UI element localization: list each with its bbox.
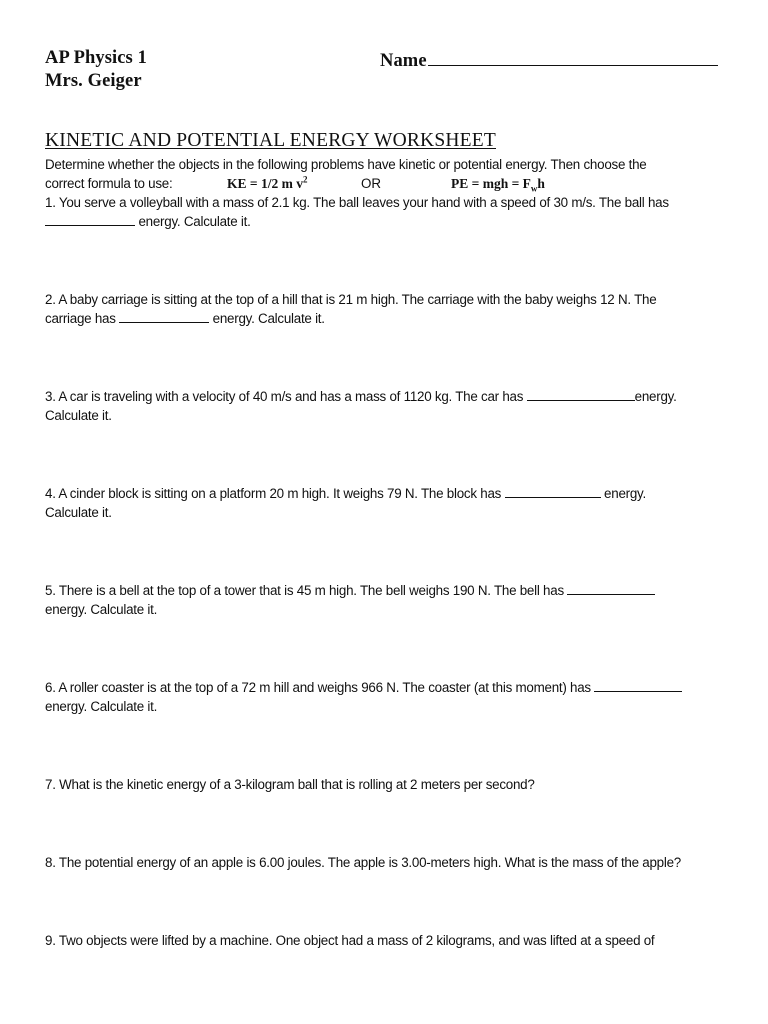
problem-6-line-1-pre: 6. A roller coaster is at the top of a 72 m hill and weighs 966 N. The coaster (at this moment) has bbox=[45, 680, 595, 695]
problem-2-line-2-post: energy. Calculate it. bbox=[209, 311, 325, 326]
problem-3-answer-blank[interactable] bbox=[527, 387, 635, 401]
problem-6-line-1 bbox=[45, 678, 682, 697]
problem-5-line-1 bbox=[45, 581, 655, 600]
problem-3-line-1-post: energy. bbox=[634, 389, 677, 404]
problem-4-line-1-pre: 4. A cinder block is sitting on a platform 20 m high. It weighs 79 N. The block has bbox=[45, 486, 505, 501]
problem-2-line-1: 2. A baby carriage is sitting at the top of a hill that is 21 m high. The carriage with the baby weighs 12 N. The bbox=[45, 292, 657, 307]
worksheet-title: KINETIC AND POTENTIAL ENERGY WORKSHEET bbox=[45, 130, 496, 151]
formula-ke-exponent: 2 bbox=[302, 174, 308, 185]
problem-2-answer-blank[interactable] bbox=[119, 309, 209, 323]
formula-pe-text: PE = mgh = F bbox=[451, 176, 531, 191]
formula-ke-text: KE = 1/2 m v bbox=[227, 176, 303, 191]
problem-1-line-2 bbox=[45, 212, 251, 231]
instructions-line-1: Determine whether the objects in the following problems have kinetic or potential energy. Then choose the bbox=[45, 157, 647, 172]
formula-potential bbox=[451, 176, 545, 192]
problem-5-line-2: energy. Calculate it. bbox=[45, 602, 158, 617]
problem-4-line-2: Calculate it. bbox=[45, 505, 112, 520]
course-name: AP Physics 1 bbox=[45, 48, 147, 68]
name-blank[interactable] bbox=[428, 48, 718, 66]
problem-6-line-2: energy. Calculate it. bbox=[45, 699, 158, 714]
problem-6-answer-blank[interactable] bbox=[594, 678, 682, 692]
problem-2-line-2 bbox=[45, 309, 325, 328]
name-field[interactable] bbox=[380, 48, 718, 72]
problem-4-line-1 bbox=[45, 484, 646, 503]
instructions-line-2: correct formula to use: bbox=[45, 176, 173, 191]
formula-pe-subscript: w bbox=[530, 183, 538, 194]
problem-1-answer-blank[interactable] bbox=[45, 212, 135, 226]
problem-8-line-1: 8. The potential energy of an apple is 6.00 joules. The apple is 3.00-meters high. What is the mass of the apple? bbox=[45, 855, 681, 870]
problem-4-answer-blank[interactable] bbox=[505, 484, 601, 498]
problem-3-line-2: Calculate it. bbox=[45, 408, 112, 423]
formula-pe-end: h bbox=[537, 176, 545, 191]
problem-7-line-1: 7. What is the kinetic energy of a 3-kilogram ball that is rolling at 2 meters per second? bbox=[45, 777, 535, 792]
problem-5-line-1-pre: 5. There is a bell at the top of a tower that is 45 m high. The bell weighs 190 N. The bell has bbox=[45, 583, 568, 598]
problem-4-line-1-post: energy. bbox=[600, 486, 646, 501]
problem-1-line-1: 1. You serve a volleyball with a mass of 2.1 kg. The ball leaves your hand with a speed of 30 m/s. The ball has bbox=[45, 195, 669, 210]
problem-2-line-2-pre: carriage has bbox=[45, 311, 120, 326]
formula-kinetic bbox=[227, 176, 307, 192]
formula-or: OR bbox=[361, 176, 382, 191]
teacher-name: Mrs. Geiger bbox=[45, 71, 142, 91]
name-label: Name bbox=[380, 51, 427, 71]
problem-5-answer-blank[interactable] bbox=[567, 581, 655, 595]
problem-3-line-1 bbox=[45, 387, 677, 406]
problem-9-line-1: 9. Two objects were lifted by a machine. One object had a mass of 2 kilograms, and was lifted at a speed of bbox=[45, 933, 655, 948]
problem-3-line-1-pre: 3. A car is traveling with a velocity of 40 m/s and has a mass of 1120 kg. The car has bbox=[45, 389, 527, 404]
problem-1-line-2-text: energy. Calculate it. bbox=[135, 214, 251, 229]
